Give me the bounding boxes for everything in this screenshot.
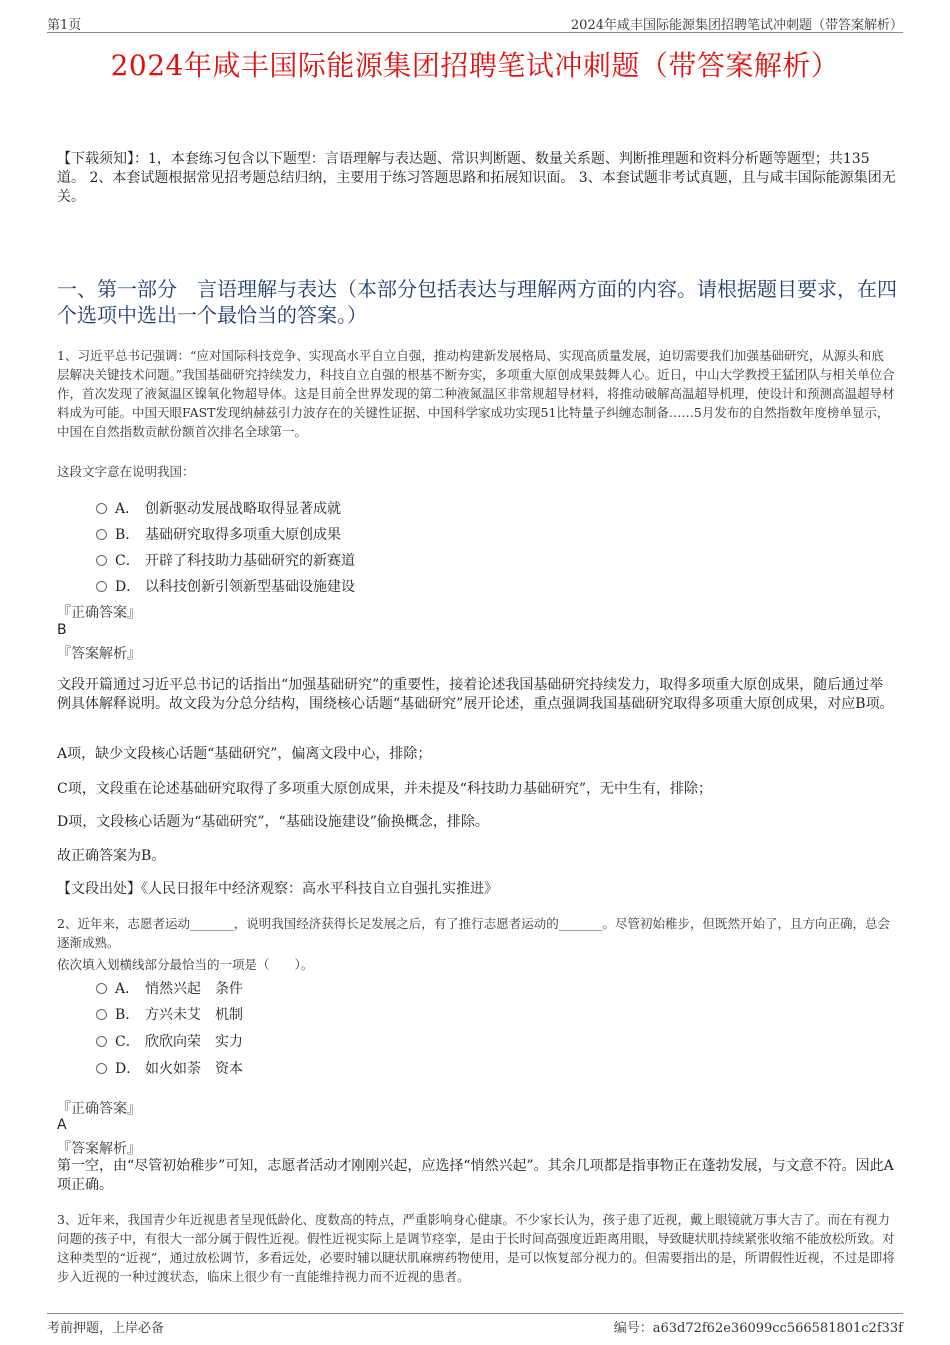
q2-analysis: 第一空，由“尽管初始稚步”可知，志愿者活动才刚刚兴起，应选择“悄然兴起”。其余几项都是指事物正在蓬勃发展，与文意不符。因此A项正确。 [57, 1158, 894, 1193]
radio-icon[interactable] [96, 529, 107, 540]
radio-icon[interactable] [96, 503, 107, 514]
q1-source: 【文段出处】《人民日报年中经济观察：高水平科技自立自强扎实推进》 [57, 881, 498, 897]
radio-icon[interactable] [96, 983, 107, 994]
q1-analysis-summary: 文段开篇通过习近平总书记的话指出“加强基础研究”的重要性，接着论述我国基础研究持续发力，取得多项重大原创成果，随后通过举例具体解释说明。故文段为分总分结构，围绕核心话题“基础研究”展开论述，重点强调我国基础研究取得多项重大原创成果，对应B项。 [57, 677, 894, 712]
page-footer [47, 1313, 903, 1336]
q2-option-a[interactable]: A． 悄然兴起 条件 [96, 978, 243, 998]
q2-text: 2、近年来，志愿者运动_______，说明我国经济获得长足发展之后，有了推行志愿者运动的_______。尽管初始稚步，但既然开始了，且方向正确，总会逐渐成熟。 [57, 916, 890, 950]
download-notice: 【下载须知】：1，本套练习包含以下题型：言语理解与表达题、常识判断题、数量关系题、判断推理题和资料分析题等题型；共135道。 2、本套试题根据常见招考题总结归纳，主要用于练习答题思路和拓展知识面。 3、本套试题非考试真题，且与咸丰国际能源集团无关。 [57, 151, 896, 205]
q2-option-b[interactable]: B． 方兴未艾 机制 [96, 1004, 243, 1024]
q2-option-d[interactable]: D． 如火如荼 资本 [96, 1058, 243, 1078]
radio-icon[interactable] [96, 1036, 107, 1047]
document-title: 2024年咸丰国际能源集团招聘笔试冲刺题（带答案解析） [110, 49, 840, 82]
footer-slogan: 考前押题，上岸必备 [47, 1321, 165, 1336]
q1-analysis-c: C项，文段重在论述基础研究取得了多项重大原创成果，并未提及“科技助力基础研究”，无中生有，排除； [57, 781, 713, 797]
q1-option-b[interactable]: B． 基础研究取得多项重大原创成果 [96, 524, 341, 544]
q2-answer-tag: 『正确答案』 [57, 1101, 141, 1117]
q2-option-c[interactable]: C． 欣欣向荣 实力 [96, 1031, 243, 1051]
radio-icon[interactable] [96, 581, 107, 592]
q1-option-c[interactable]: C． 开辟了科技助力基础研究的新赛道 [96, 550, 355, 570]
q1-conclusion: 故正确答案为B。 [57, 848, 166, 864]
q1-answer: B [57, 622, 67, 638]
header-doc-title: 2024年咸丰国际能源集团招聘笔试冲刺题（带答案解析） [570, 18, 903, 33]
q1-prompt: 这段文字意在说明我国： [57, 464, 195, 479]
section-heading: 一、第一部分 言语理解与表达（本部分包括表达与理解两方面的内容。请根据题目要求，在四个选项中选出一个最恰当的答案。） [57, 277, 897, 327]
radio-icon[interactable] [96, 1063, 107, 1074]
q2-prompt: 依次填入划横线部分最恰当的一项是（ ）。 [57, 957, 314, 972]
q2-analysis-tag: 『答案解析』 [57, 1141, 141, 1157]
q1-analysis-d: D项，文段核心话题为“基础研究”，“基础设施建设”偷换概念，排除。 [57, 814, 489, 830]
page-number: 第1页 [47, 18, 82, 33]
q1-analysis-tag: 『答案解析』 [57, 646, 141, 662]
q1-option-d[interactable]: D． 以科技创新引领新型基础设施建设 [96, 576, 355, 596]
q1-option-a[interactable]: A． 创新驱动发展战略取得显著成就 [96, 498, 341, 518]
q1-text: 1、习近平总书记强调：“应对国际科技竞争、实现高水平自立自强，推动构建新发展格局、实现高质量发展，迫切需要我们加强基础研究，从源头和底层解决关键技术问题。”我国基础研究持续发力，科技自立自强的根基不断夯实，多项重大原创成果鼓舞人心。近日，中山大学教授王猛团队与相关单位合作，首次发现了液氮温区镍氧化物超导体。这是目前全世界发现的第二种液氮温区非常规超导材料，将推动破解高温超导机理，使设计和预测高温超导材料成为可能。中国天眼FAST发现纳赫兹引力波存在的关键性证据、中国科学家成功实现51比特量子纠缠态制备……5月发布的自然指数年度榜单显示，中国在自然指数贡献份额首次排名全球第一。 [57, 348, 895, 439]
page-header [47, 10, 903, 33]
q3-text: 3、近年来，我国青少年近视患者呈现低龄化、度数高的特点，严重影响身心健康。不少家长认为，孩子患了近视，戴上眼镜就万事大吉了。而在有视力问题的孩子中，有很大一部分属于假性近视。假性近视实际上是调节痉挛，是由于长时间高强度近距离用眼，导致睫状肌持续紧张收缩不能放松所致。对这种类型的“近视”，通过放松调节，多看远处，必要时辅以睫状肌麻痹药物使用，是可以恢复部分视力的。但需要指出的是，所谓假性近视，不过是即将步入近视的一种过渡状态，临床上很少有一直能维持视力而不近视的患者。 [57, 1212, 895, 1284]
q1-answer-tag: 『正确答案』 [57, 605, 141, 621]
radio-icon[interactable] [96, 1009, 107, 1020]
radio-icon[interactable] [96, 555, 107, 566]
q2-answer: A [57, 1117, 67, 1133]
footer-doc-id: 编号：a63d72f62e36099cc566581801c2f33f [613, 1321, 903, 1336]
q1-analysis-a: A项，缺少文段核心话题“基础研究”，偏离文段中心，排除； [57, 746, 432, 762]
